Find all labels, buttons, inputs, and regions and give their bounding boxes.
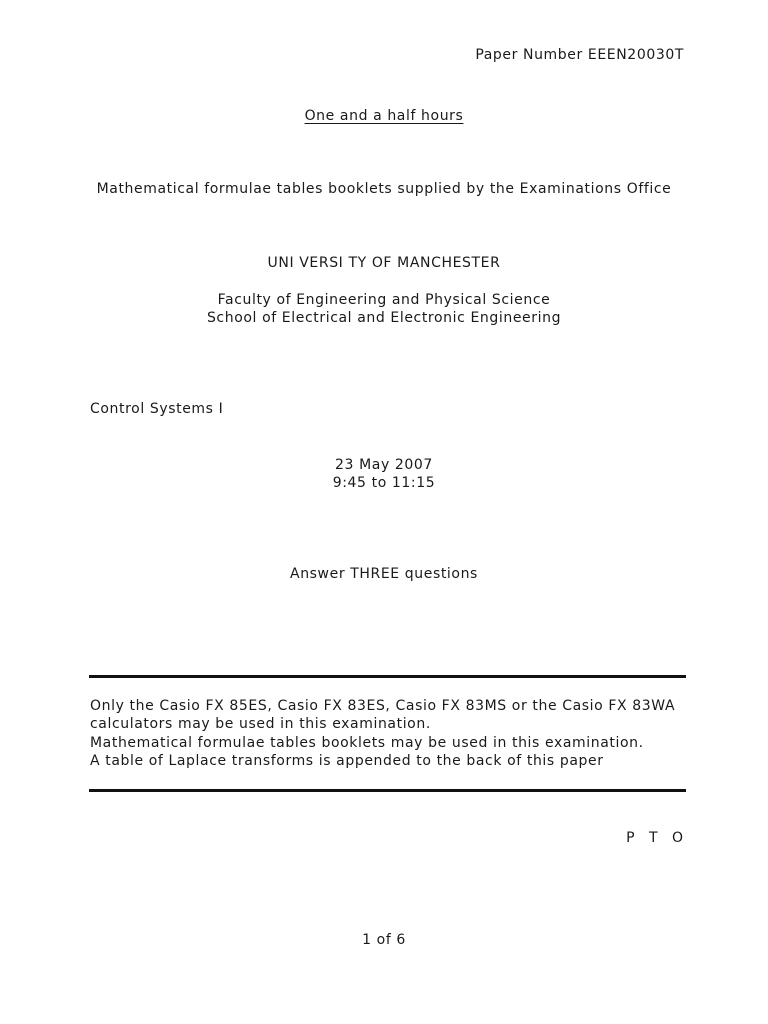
exam-duration: One and a half hours <box>304 108 464 124</box>
notice-bottom-divider <box>89 789 686 792</box>
formulae-booklet-note: Mathematical formulae tables booklets supplied by the Examinations Office <box>96 181 672 197</box>
exam-instruction: Answer THREE questions <box>290 566 478 582</box>
page-number: 1 of 6 <box>362 932 406 948</box>
university-name: UNI VERSI TY OF MANCHESTER <box>267 255 501 271</box>
notice-line: Mathematical formulae tables booklets may be used in this examination. <box>90 735 644 751</box>
notice-top-divider <box>89 675 686 678</box>
exam-time: 9:45 to 11:15 <box>332 475 436 491</box>
course-title: Control Systems I <box>90 401 224 417</box>
school-name: School of Electrical and Electronic Engineering <box>206 310 562 326</box>
notice-line: Only the Casio FX 85ES, Casio FX 83ES, Casio FX 83MS or the Casio FX 83WA <box>90 698 676 714</box>
exam-date: 23 May 2007 <box>335 457 433 473</box>
notice-line: A table of Laplace transforms is appended to the back of this paper <box>90 753 604 769</box>
please-turn-over: P T O <box>626 830 688 846</box>
notice-line: calculators may be used in this examination. <box>90 716 431 732</box>
faculty-name: Faculty of Engineering and Physical Science <box>217 292 551 308</box>
paper-number: Paper Number EEEN20030T <box>475 47 684 63</box>
